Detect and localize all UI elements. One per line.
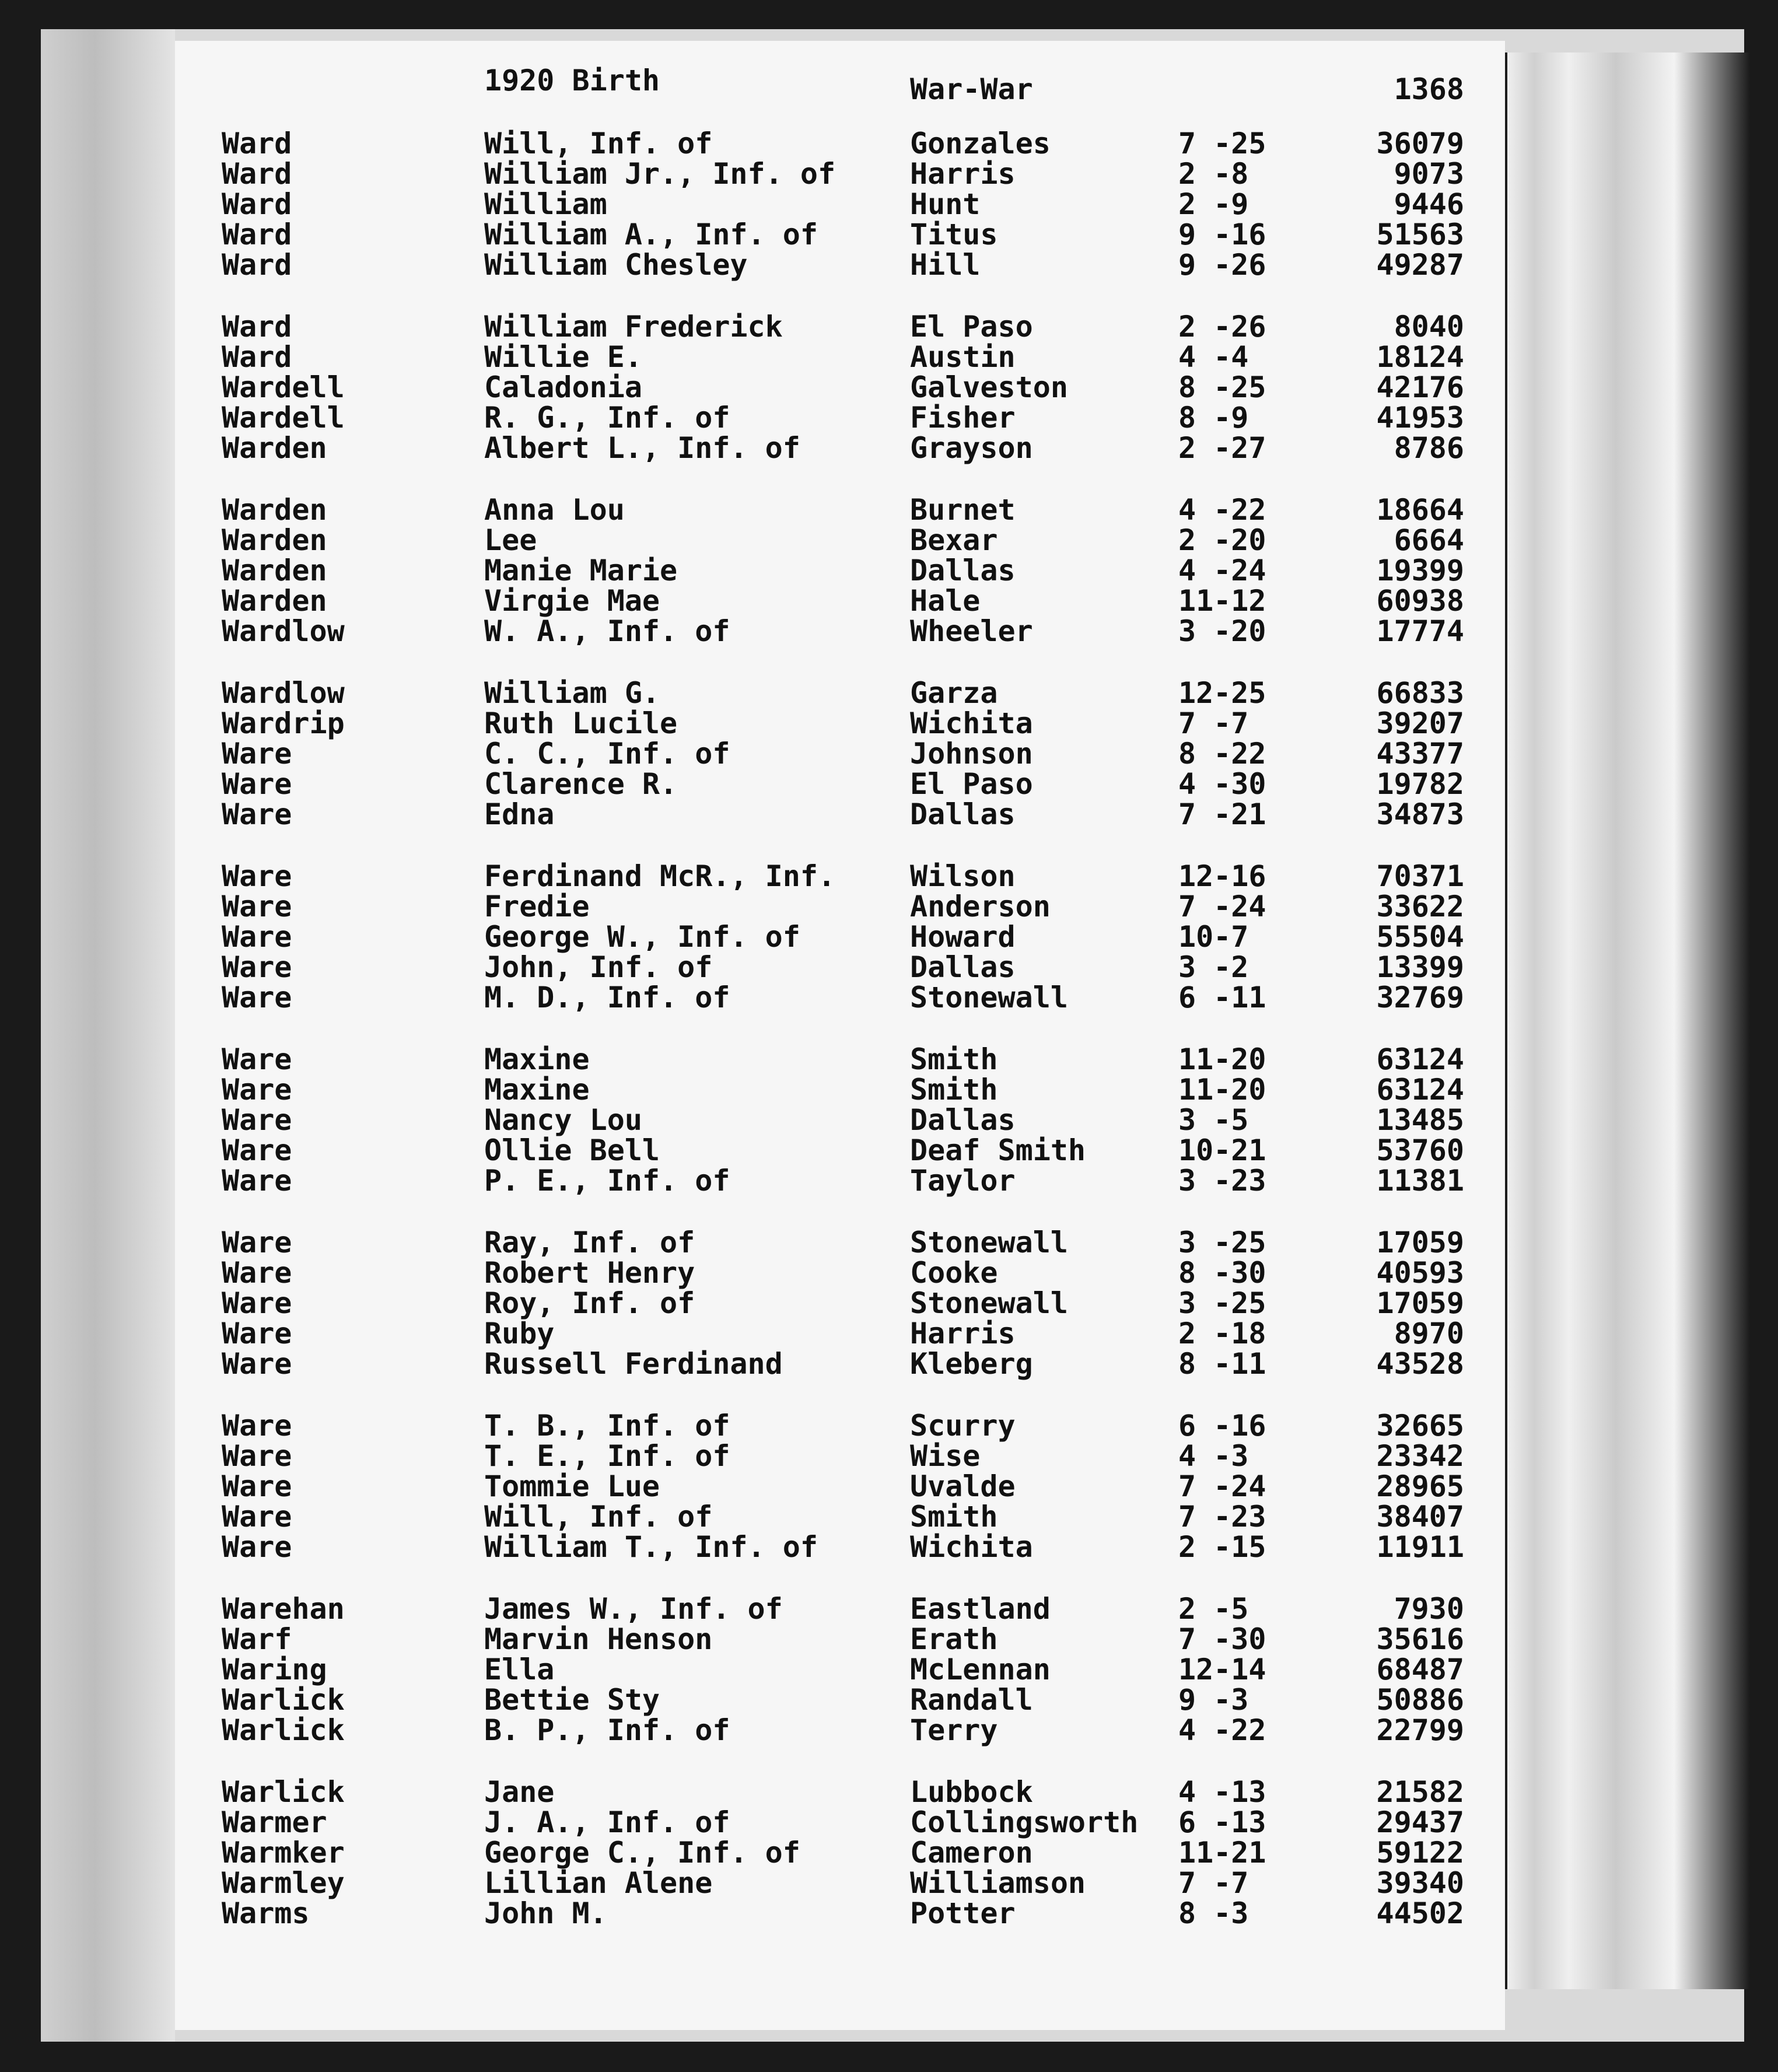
certificate-number-cell: 9073 xyxy=(1394,157,1464,191)
county-cell: Terry xyxy=(910,1713,998,1747)
given-name-cell: P. E., Inf. of xyxy=(484,1164,730,1198)
given-name-cell: Will, Inf. of xyxy=(484,127,713,160)
date-cell: 8 -22 xyxy=(1178,737,1266,771)
date-cell: 4 -4 xyxy=(1178,340,1249,374)
date-cell: 7 -7 xyxy=(1178,706,1249,740)
date-cell: 3 -20 xyxy=(1178,614,1266,648)
surname-cell: Ware xyxy=(222,950,292,984)
certificate-number-cell: 43528 xyxy=(1376,1347,1464,1381)
certificate-number-cell: 55504 xyxy=(1376,920,1464,954)
given-name-cell: William Jr., Inf. of xyxy=(484,157,836,191)
certificate-number-cell: 51563 xyxy=(1376,218,1464,251)
date-cell: 2 -9 xyxy=(1178,187,1249,221)
surname-cell: Wardell xyxy=(222,370,345,404)
county-cell: Titus xyxy=(910,218,998,251)
given-name-cell: William A., Inf. of xyxy=(484,218,818,251)
surname-range: War-War xyxy=(910,72,1033,106)
surname-cell: Warden xyxy=(222,523,327,557)
county-cell: Harris xyxy=(910,157,1016,191)
date-cell: 9 -26 xyxy=(1178,248,1266,282)
date-cell: 12-14 xyxy=(1178,1653,1266,1686)
surname-cell: Ware xyxy=(222,737,292,771)
county-cell: Stonewall xyxy=(910,1286,1068,1320)
date-cell: 4 -24 xyxy=(1178,554,1266,587)
surname-cell: Ware xyxy=(222,1073,292,1107)
certificate-number-cell: 32665 xyxy=(1376,1409,1464,1443)
date-cell: 2 -5 xyxy=(1178,1592,1249,1626)
county-cell: Wheeler xyxy=(910,614,1033,648)
county-cell: Stonewall xyxy=(910,981,1068,1014)
date-cell: 12-16 xyxy=(1178,859,1266,893)
given-name-cell: Virgie Mae xyxy=(484,584,660,618)
county-cell: Deaf Smith xyxy=(910,1133,1086,1167)
county-cell: Williamson xyxy=(910,1866,1086,1900)
county-cell: Cooke xyxy=(910,1256,998,1290)
surname-cell: Ward xyxy=(222,218,292,251)
county-cell: Wichita xyxy=(910,706,1033,740)
given-name-cell: William G. xyxy=(484,676,660,710)
page-edge-stack xyxy=(1499,52,1750,1989)
surname-cell: Warlick xyxy=(222,1713,345,1747)
surname-cell: Warmer xyxy=(222,1805,327,1839)
certificate-number-cell: 33622 xyxy=(1376,890,1464,923)
certificate-number-cell: 34873 xyxy=(1376,797,1464,831)
given-name-cell: Manie Marie xyxy=(484,554,678,587)
county-cell: Wichita xyxy=(910,1530,1033,1564)
surname-cell: Ward xyxy=(222,340,292,374)
given-name-cell: Ella xyxy=(484,1653,555,1686)
county-cell: Smith xyxy=(910,1073,998,1107)
given-name-cell: John, Inf. of xyxy=(484,950,713,984)
certificate-number-cell: 35616 xyxy=(1376,1622,1464,1656)
surname-cell: Ware xyxy=(222,890,292,923)
certificate-number-cell: 19782 xyxy=(1376,767,1464,801)
surname-cell: Ware xyxy=(222,767,292,801)
county-cell: McLennan xyxy=(910,1653,1051,1686)
certificate-number-cell: 39207 xyxy=(1376,706,1464,740)
certificate-number-cell: 53760 xyxy=(1376,1133,1464,1167)
date-cell: 3 -25 xyxy=(1178,1226,1266,1259)
certificate-number-cell: 50886 xyxy=(1376,1683,1464,1717)
surname-cell: Ward xyxy=(222,127,292,160)
surname-cell: Ware xyxy=(222,1347,292,1381)
given-name-cell: M. D., Inf. of xyxy=(484,981,730,1014)
county-cell: Hale xyxy=(910,584,981,618)
date-cell: 6 -16 xyxy=(1178,1409,1266,1443)
county-cell: Eastland xyxy=(910,1592,1051,1626)
county-cell: Taylor xyxy=(910,1164,1016,1198)
certificate-number-cell: 28965 xyxy=(1376,1469,1464,1503)
given-name-cell: Anna Lou xyxy=(484,493,625,527)
surname-cell: Ware xyxy=(222,1256,292,1290)
date-cell: 12-25 xyxy=(1178,676,1266,710)
certificate-number-cell: 68487 xyxy=(1376,1653,1464,1686)
certificate-number-cell: 13399 xyxy=(1376,950,1464,984)
surname-cell: Ware xyxy=(222,1103,292,1137)
certificate-number-cell: 70371 xyxy=(1376,859,1464,893)
given-name-cell: George W., Inf. of xyxy=(484,920,800,954)
binding-shadow xyxy=(41,29,175,2042)
surname-cell: Ware xyxy=(222,859,292,893)
certificate-number-cell: 8786 xyxy=(1394,431,1464,465)
surname-cell: Warden xyxy=(222,431,327,465)
certificate-number-cell: 11381 xyxy=(1376,1164,1464,1198)
county-cell: Collingsworth xyxy=(910,1805,1139,1839)
county-cell: Howard xyxy=(910,920,1016,954)
surname-cell: Ware xyxy=(222,1164,292,1198)
surname-cell: Ware xyxy=(222,1500,292,1534)
county-cell: Hill xyxy=(910,248,981,282)
surname-cell: Warden xyxy=(222,493,327,527)
date-cell: 4 -22 xyxy=(1178,1713,1266,1747)
county-cell: Lubbock xyxy=(910,1775,1033,1809)
certificate-number-cell: 42176 xyxy=(1376,370,1464,404)
date-cell: 4 -22 xyxy=(1178,493,1266,527)
county-cell: Anderson xyxy=(910,890,1051,923)
certificate-number-cell: 18664 xyxy=(1376,493,1464,527)
certificate-number-cell: 63124 xyxy=(1376,1073,1464,1107)
surname-cell: Ware xyxy=(222,1469,292,1503)
certificate-number-cell: 63124 xyxy=(1376,1042,1464,1076)
given-name-cell: J. A., Inf. of xyxy=(484,1805,730,1839)
certificate-number-cell: 66833 xyxy=(1376,676,1464,710)
given-name-cell: Marvin Henson xyxy=(484,1622,713,1656)
county-cell: Galveston xyxy=(910,370,1068,404)
given-name-cell: Maxine xyxy=(484,1042,590,1076)
certificate-number-cell: 38407 xyxy=(1376,1500,1464,1534)
surname-cell: Ware xyxy=(222,1317,292,1350)
county-cell: El Paso xyxy=(910,310,1033,344)
date-cell: 7 -23 xyxy=(1178,1500,1266,1534)
certificate-number-cell: 17774 xyxy=(1376,614,1464,648)
page-number: 1368 xyxy=(1394,72,1464,106)
certificate-number-cell: 13485 xyxy=(1376,1103,1464,1137)
date-cell: 7 -30 xyxy=(1178,1622,1266,1656)
given-name-cell: William T., Inf. of xyxy=(484,1530,818,1564)
given-name-cell: R. G., Inf. of xyxy=(484,401,730,435)
surname-cell: Warehan xyxy=(222,1592,345,1626)
given-name-cell: James W., Inf. of xyxy=(484,1592,783,1626)
date-cell: 7 -21 xyxy=(1178,797,1266,831)
date-cell: 3 -23 xyxy=(1178,1164,1266,1198)
given-name-cell: C. C., Inf. of xyxy=(484,737,730,771)
given-name-cell: Albert L., Inf. of xyxy=(484,431,800,465)
given-name-cell: Edna xyxy=(484,797,555,831)
certificate-number-cell: 17059 xyxy=(1376,1286,1464,1320)
given-name-cell: Ferdinand McR., Inf. xyxy=(484,859,836,893)
certificate-number-cell: 29437 xyxy=(1376,1805,1464,1839)
date-cell: 2 -26 xyxy=(1178,310,1266,344)
date-cell: 8 -9 xyxy=(1178,401,1249,435)
county-cell: Burnet xyxy=(910,493,1016,527)
county-cell: Dallas xyxy=(910,1103,1016,1137)
given-name-cell: W. A., Inf. of xyxy=(484,614,730,648)
date-cell: 2 -18 xyxy=(1178,1317,1266,1350)
date-cell: 4 -3 xyxy=(1178,1439,1249,1473)
county-cell: Cameron xyxy=(910,1836,1033,1870)
county-cell: Randall xyxy=(910,1683,1033,1717)
surname-cell: Warden xyxy=(222,554,327,587)
county-cell: Smith xyxy=(910,1500,998,1534)
county-cell: Johnson xyxy=(910,737,1033,771)
date-cell: 8 -30 xyxy=(1178,1256,1266,1290)
given-name-cell: Jane xyxy=(484,1775,555,1809)
given-name-cell: John M. xyxy=(484,1896,607,1930)
certificate-number-cell: 8970 xyxy=(1394,1317,1464,1350)
county-cell: Dallas xyxy=(910,797,1016,831)
county-cell: Hunt xyxy=(910,187,981,221)
surname-cell: Ware xyxy=(222,1439,292,1473)
county-cell: Austin xyxy=(910,340,1016,374)
given-name-cell: Russell Ferdinand xyxy=(484,1347,783,1381)
surname-cell: Warden xyxy=(222,584,327,618)
certificate-number-cell: 18124 xyxy=(1376,340,1464,374)
given-name-cell: T. B., Inf. of xyxy=(484,1409,730,1443)
date-cell: 3 -5 xyxy=(1178,1103,1249,1137)
date-cell: 8 -25 xyxy=(1178,370,1266,404)
certificate-number-cell: 9446 xyxy=(1394,187,1464,221)
surname-cell: Waring xyxy=(222,1653,327,1686)
surname-cell: Warlick xyxy=(222,1683,345,1717)
certificate-number-cell: 8040 xyxy=(1394,310,1464,344)
date-cell: 3 -2 xyxy=(1178,950,1249,984)
county-cell: Dallas xyxy=(910,950,1016,984)
surname-cell: Ware xyxy=(222,1409,292,1443)
county-cell: Uvalde xyxy=(910,1469,1016,1503)
certificate-number-cell: 32769 xyxy=(1376,981,1464,1014)
surname-cell: Ware xyxy=(222,981,292,1014)
date-cell: 11-20 xyxy=(1178,1073,1266,1107)
certificate-number-cell: 59122 xyxy=(1376,1836,1464,1870)
given-name-cell: Bettie Sty xyxy=(484,1683,660,1717)
county-cell: Wise xyxy=(910,1439,981,1473)
county-cell: Smith xyxy=(910,1042,998,1076)
surname-cell: Ward xyxy=(222,187,292,221)
county-cell: Kleberg xyxy=(910,1347,1033,1381)
date-cell: 11-12 xyxy=(1178,584,1266,618)
date-cell: 7 -25 xyxy=(1178,127,1266,160)
given-name-cell: Fredie xyxy=(484,890,590,923)
certificate-number-cell: 41953 xyxy=(1376,401,1464,435)
date-cell: 11-20 xyxy=(1178,1042,1266,1076)
given-name-cell: Tommie Lue xyxy=(484,1469,660,1503)
given-name-cell: Maxine xyxy=(484,1073,590,1107)
given-name-cell: George C., Inf. of xyxy=(484,1836,800,1870)
surname-cell: Ward xyxy=(222,310,292,344)
date-cell: 2 -15 xyxy=(1178,1530,1266,1564)
county-cell: Fisher xyxy=(910,401,1016,435)
date-cell: 4 -30 xyxy=(1178,767,1266,801)
given-name-cell: B. P., Inf. of xyxy=(484,1713,730,1747)
surname-cell: Ware xyxy=(222,797,292,831)
given-name-cell: Nancy Lou xyxy=(484,1103,642,1137)
given-name-cell: Ray, Inf. of xyxy=(484,1226,695,1259)
certificate-number-cell: 7930 xyxy=(1394,1592,1464,1626)
certificate-number-cell: 17059 xyxy=(1376,1226,1464,1259)
county-cell: Bexar xyxy=(910,523,998,557)
certificate-number-cell: 21582 xyxy=(1376,1775,1464,1809)
date-cell: 4 -13 xyxy=(1178,1775,1266,1809)
surname-cell: Wardlow xyxy=(222,676,345,710)
county-cell: Gonzales xyxy=(910,127,1051,160)
date-cell: 6 -13 xyxy=(1178,1805,1266,1839)
certificate-number-cell: 39340 xyxy=(1376,1866,1464,1900)
surname-cell: Ware xyxy=(222,920,292,954)
certificate-number-cell: 6664 xyxy=(1394,523,1464,557)
surname-cell: Ware xyxy=(222,1286,292,1320)
surname-cell: Warmley xyxy=(222,1866,345,1900)
given-name-cell: Roy, Inf. of xyxy=(484,1286,695,1320)
date-cell: 9 -16 xyxy=(1178,218,1266,251)
surname-cell: Wardrip xyxy=(222,706,345,740)
given-name-cell: Clarence R. xyxy=(484,767,678,801)
date-cell: 9 -3 xyxy=(1178,1683,1249,1717)
surname-cell: Warmker xyxy=(222,1836,345,1870)
given-name-cell: Ruby xyxy=(484,1317,555,1350)
surname-cell: Wardlow xyxy=(222,614,345,648)
given-name-cell: William xyxy=(484,187,607,221)
date-cell: 7 -7 xyxy=(1178,1866,1249,1900)
surname-cell: Wardell xyxy=(222,401,345,435)
date-cell: 7 -24 xyxy=(1178,890,1266,923)
county-cell: Grayson xyxy=(910,431,1033,465)
certificate-number-cell: 11911 xyxy=(1376,1530,1464,1564)
county-cell: Stonewall xyxy=(910,1226,1068,1259)
given-name-cell: Robert Henry xyxy=(484,1256,695,1290)
county-cell: Erath xyxy=(910,1622,998,1656)
county-cell: Garza xyxy=(910,676,998,710)
given-name-cell: Willie E. xyxy=(484,340,642,374)
surname-cell: Warlick xyxy=(222,1775,345,1809)
date-cell: 10-7 xyxy=(1178,920,1249,954)
given-name-cell: T. E., Inf. of xyxy=(484,1439,730,1473)
certificate-number-cell: 22799 xyxy=(1376,1713,1464,1747)
date-cell: 8 -3 xyxy=(1178,1896,1249,1930)
certificate-number-cell: 19399 xyxy=(1376,554,1464,587)
date-cell: 2 -20 xyxy=(1178,523,1266,557)
certificate-number-cell: 23342 xyxy=(1376,1439,1464,1473)
surname-cell: Ware xyxy=(222,1530,292,1564)
certificate-number-cell: 36079 xyxy=(1376,127,1464,160)
surname-cell: Ward xyxy=(222,157,292,191)
given-name-cell: William Chesley xyxy=(484,248,748,282)
certificate-number-cell: 60938 xyxy=(1376,584,1464,618)
surname-cell: Ward xyxy=(222,248,292,282)
county-cell: El Paso xyxy=(910,767,1033,801)
county-cell: Harris xyxy=(910,1317,1016,1350)
county-cell: Potter xyxy=(910,1896,1016,1930)
county-cell: Wilson xyxy=(910,859,1016,893)
date-cell: 2 -8 xyxy=(1178,157,1249,191)
surname-cell: Warf xyxy=(222,1622,292,1656)
given-name-cell: Lillian Alene xyxy=(484,1866,713,1900)
date-cell: 10-21 xyxy=(1178,1133,1266,1167)
given-name-cell: Will, Inf. of xyxy=(484,1500,713,1534)
certificate-number-cell: 49287 xyxy=(1376,248,1464,282)
given-name-cell: Caladonia xyxy=(484,370,642,404)
certificate-number-cell: 40593 xyxy=(1376,1256,1464,1290)
certificate-number-cell: 44502 xyxy=(1376,1896,1464,1930)
date-cell: 2 -27 xyxy=(1178,431,1266,465)
county-cell: Scurry xyxy=(910,1409,1016,1443)
given-name-cell: Lee xyxy=(484,523,537,557)
document-page xyxy=(175,41,1505,2030)
date-cell: 7 -24 xyxy=(1178,1469,1266,1503)
date-cell: 3 -25 xyxy=(1178,1286,1266,1320)
given-name-cell: William Frederick xyxy=(484,310,783,344)
date-cell: 6 -11 xyxy=(1178,981,1266,1014)
surname-cell: Ware xyxy=(222,1133,292,1167)
given-name-cell: Ollie Bell xyxy=(484,1133,660,1167)
page-title: 1920 Birth xyxy=(484,64,660,97)
surname-cell: Ware xyxy=(222,1226,292,1259)
surname-cell: Ware xyxy=(222,1042,292,1076)
certificate-number-cell: 43377 xyxy=(1376,737,1464,771)
given-name-cell: Ruth Lucile xyxy=(484,706,678,740)
date-cell: 8 -11 xyxy=(1178,1347,1266,1381)
date-cell: 11-21 xyxy=(1178,1836,1266,1870)
surname-cell: Warms xyxy=(222,1896,310,1930)
county-cell: Dallas xyxy=(910,554,1016,587)
